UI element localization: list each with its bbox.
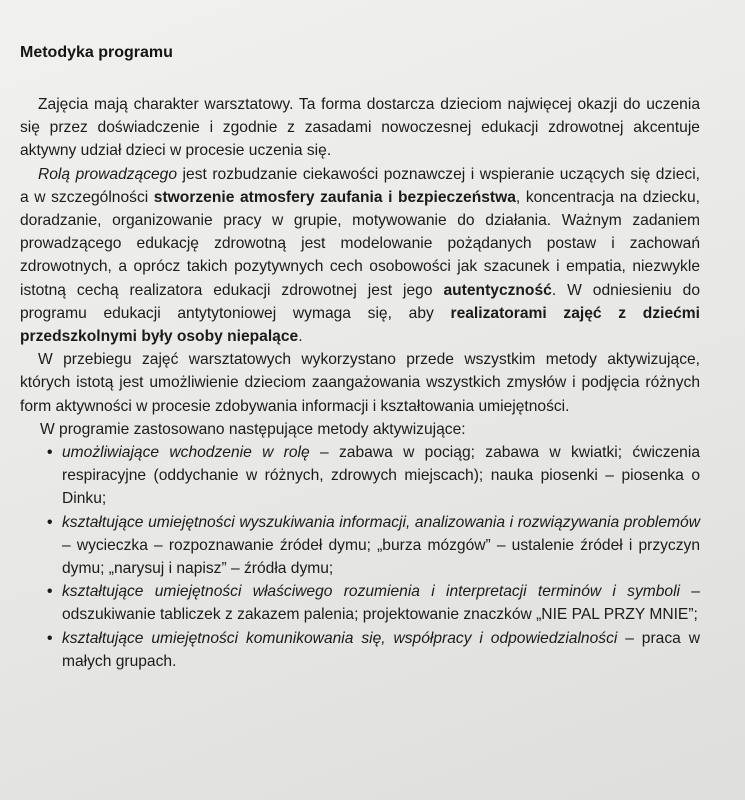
method-name: umożliwiające wchodzenie w rolę [62,444,310,462]
method-description: – zabawa w pociąg; zabawa w kwiatki; ćwiczenia respiracyjne (oddychanie w różnych, zdrowych miejscach); nauka piosenki – piosenka o Dinku; [62,444,700,508]
methods-list [20,441,700,673]
method-name: kształtujące umiejętności komunikowania się, współpracy i odpowiedzialności [62,629,618,647]
list-item [20,627,700,673]
list-item [20,511,700,581]
text-span: . [298,328,303,346]
list-item [20,441,700,511]
text-span: jest rozbudzanie ciekawości poznawczej i wspieranie uczących się dzieci, a w szczególności [20,165,700,206]
text-span: , koncentracja na dziecku, doradzanie, organizowanie pracy w grupie, motywowanie do działania. Ważnym zadaniem prowadzącego edukację zdrowotną jest modelowanie pożądanych postaw i zachowań zdrowotnych, a oprócz takich pozytywnych cech osobowości jak szacunek i empatia, niezwykle istotną cechą realizatora edukacji zdrowotnej jest jego [20,188,700,299]
paragraph-intro: Zajęcia mają charakter warsztatowy. Ta forma dostarcza dzieciom najwięcej okazji do uczenia się przez doświadczenie i zgodnie z zasadami nowoczesnej edukacji zdrowotnej akcentuje aktywny udział dzieci w procesie uczenia się. [20,96,700,160]
paragraph-facilitator-role [20,163,700,349]
text-span: . W odniesieniu do programu edukacji antytytoniowej wymaga się, aby [20,281,700,322]
method-name: kształtujące umiejętności właściwego rozumienia i interpretacji terminów i symboli [62,583,681,601]
paragraph-methods-intro: W programie zastosowano następujące metody aktywizujące: [40,420,466,438]
method-description: – praca w małych grupach. [62,629,700,670]
paragraph-workshop-methods: W przebiegu zajęć warsztatowych wykorzystano przede wszystkim metody aktywizujące, których istotą jest umożliwienie dzieciom zaangażowania wszystkich zmysłów i podjęcia różnych form aktywności w procesie zdobywania informacji i kształtowania umiejętności. [20,351,700,415]
emphasis-trust-safety: stworzenie atmosfery zaufania i bezpieczeństwa [153,188,516,206]
method-name: kształtujące umiejętności wyszukiwania informacji, analizowania i rozwiązywania problemów [62,513,700,531]
emphasis-authenticity: autentyczność [443,281,552,299]
list-item [20,580,700,626]
method-description: – wycieczka – rozpoznawanie źródeł dymu; „burza mózgów” – ustalenie źródeł i przyczyn dymu; „narysuj i napisz” – źródła dymu; [62,536,700,578]
method-description: – odszukiwanie tabliczek z zakazem palenia; projektowanie znaczków „NIE PAL PRZY MNIE”; [62,583,700,624]
facilitator-role-term: Rolą prowadzącego [38,165,178,183]
emphasis-non-smokers: realizatorami zajęć z dziećmi przedszkolnymi były osoby niepalące [20,304,700,346]
section-body [20,93,700,673]
section-heading: Metodyka programu [20,44,173,61]
